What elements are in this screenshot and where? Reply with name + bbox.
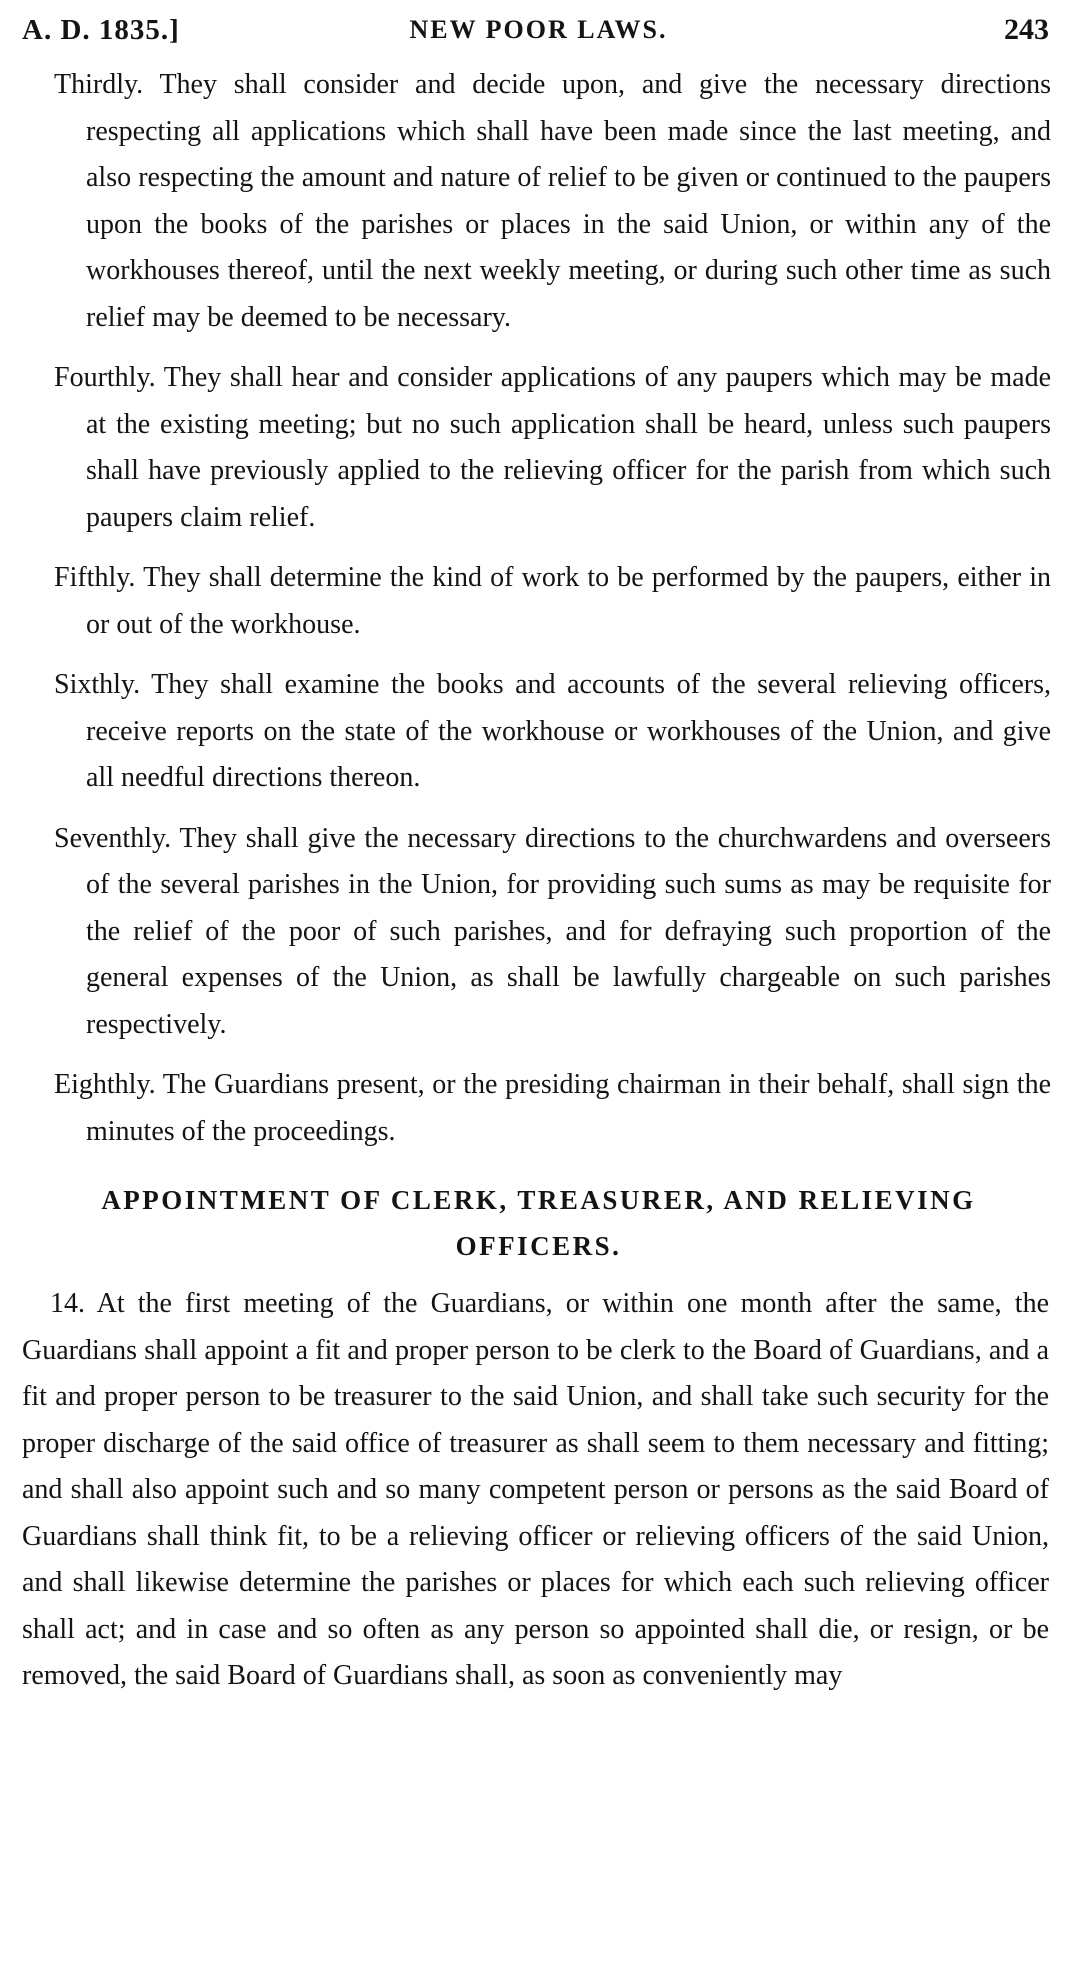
running-header bbox=[22, 8, 1055, 52]
clause-ordinal: Sixthly. bbox=[54, 669, 141, 700]
clause-seventhly bbox=[22, 816, 1051, 1049]
clause-sixthly bbox=[22, 662, 1051, 802]
clause-text: They shall hear and consider applications of any paupers which may be made at the existing meeting; but no such application shall be heard, unless such paupers shall have previously applied to the relieving officer for the parish from which such paupers claim relief. bbox=[86, 362, 1051, 533]
header-title: NEW POOR LAWS. bbox=[409, 15, 668, 44]
clause-thirdly bbox=[22, 62, 1051, 341]
section-heading bbox=[22, 1177, 1055, 1269]
clause-ordinal: Thirdly. bbox=[54, 69, 144, 100]
clause-fourthly bbox=[22, 355, 1051, 541]
clause-ordinal: Fourthly. bbox=[54, 362, 156, 393]
header-date: A. D. 1835.] bbox=[22, 14, 180, 46]
section-heading-line1: APPOINTMENT OF CLERK, TREASURER, AND RELIEVING bbox=[101, 1185, 976, 1215]
clause-text: They shall consider and decide upon, and give the necessary directions respecting all applications which shall have been made since the last meeting, and also respecting the amount and nature of relief to be given or continued to the paupers upon the books of the parishes or places in the said Union, or within any of the workhouses thereof, until the next weekly meeting, or during such other time as such relief may be deemed to be necessary. bbox=[86, 69, 1051, 333]
section-heading-line2: OFFICERS. bbox=[455, 1231, 622, 1261]
clause-text: They shall examine the books and accounts of the several relieving officers, receive reports on the state of the workhouse or workhouses of the Union, and give all needful directions thereon. bbox=[86, 669, 1052, 793]
clause-text: They shall determine the kind of work to be performed by the paupers, either in or out of the workhouse. bbox=[86, 562, 1051, 640]
clause-ordinal: Seventhly. bbox=[54, 822, 172, 854]
clause-fifthly bbox=[22, 555, 1051, 648]
clause-ordinal: Eighthly. bbox=[54, 1069, 156, 1100]
section-14-paragraph: 14. At the first meeting of the Guardians, or within one month after the same, the Guardians shall appoint a fit and proper person to be clerk to the Board of Guardians, and a fit and proper person to be treasurer to the said Union, and shall take such security for the proper discharge of the said office of treasurer as shall seem to them necessary and fitting; and shall also appoint such and so many competent person or persons as the said Board of Guardians shall think fit, to be a relieving officer or relieving officers of the said Union, and shall likewise determine the parishes or places for which each such relieving officer shall act; and in case and so often as any person so appointed shall die, or resign, or be removed, the said Board of Guardians shall, as soon as conveniently may bbox=[22, 1288, 1049, 1691]
clause-text: The Guardians present, or the presiding chairman in their behalf, shall sign the minutes of the proceedings. bbox=[86, 1069, 1051, 1147]
clause-list bbox=[22, 62, 1055, 1155]
clause-text: They shall give the necessary directions to the churchwardens and overseers of the several parishes in the Union, for providing such sums as may be requisite for the relief of the poor of such parishes, and for defraying such proportion of the general expenses of the Union, as shall be lawfully chargeable on such parishes respectively. bbox=[86, 822, 1051, 1040]
page-number: 243 bbox=[1004, 13, 1049, 46]
clause-ordinal: Fifthly. bbox=[54, 562, 136, 593]
clause-eighthly bbox=[22, 1062, 1051, 1155]
